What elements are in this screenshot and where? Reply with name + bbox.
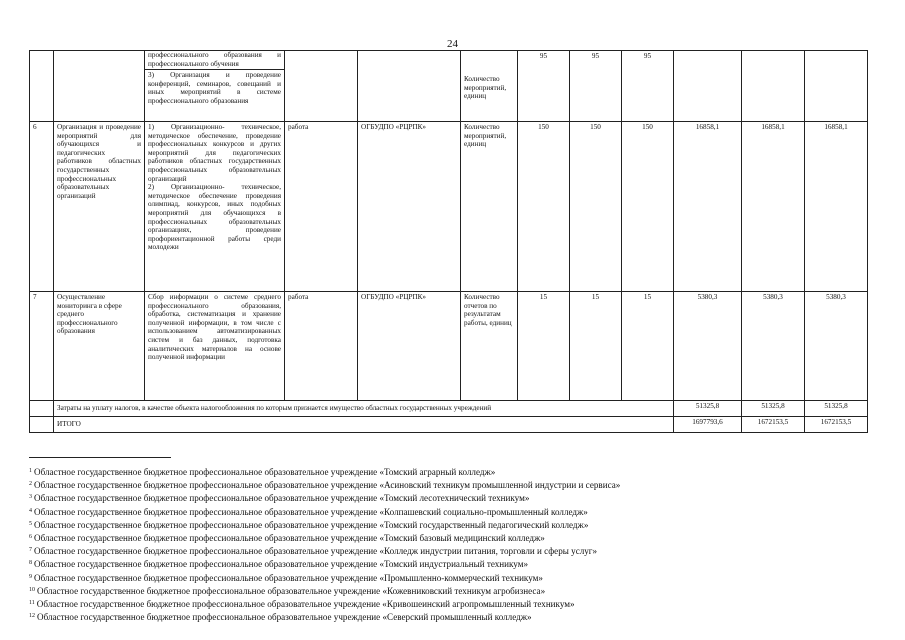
cell-money [742,51,805,122]
cell-value: 15 [518,292,570,401]
cell-money: 51325,8 [805,401,868,417]
cell-money: 5380,3 [674,292,742,401]
footnote-text: Областное государственное бюджетное профессиональное образовательное учреждение «Колледж индустрии питания, торговли и сферы услуг» [34,546,598,557]
footnote [29,491,889,504]
cell-empty [30,401,54,417]
activity-text-top: профессионального образования и профессионального обучения [145,51,284,70]
table-row-tax [30,401,868,417]
cell-content: Сбор информации о системе среднего профессионального образования, обработка, систематизация и хранение полученной информации, в том числе с использованием автоматизированных систем и баз данных, подготовка аналитических материалов на основе полученной информации [145,292,285,401]
cell-org [358,51,461,122]
cell-money: 16858,1 [674,122,742,292]
cell-type [285,51,358,122]
table-row [30,51,868,122]
services-table [29,50,868,433]
footnote-text: Областное государственное бюджетное профессиональное образовательное учреждение «Промышленно-коммерческий техникум» [34,572,543,583]
cell-value: 95 [622,51,674,122]
cell-money: 5380,3 [805,292,868,401]
total-label: ИТОГО [54,417,674,433]
cell-empty [30,417,54,433]
cell-num: 6 [30,122,54,292]
activity-text-3: 3) Организация и проведение конференций, семинаров, совещаний и иных мероприятий в системе профессионального образования [148,71,281,105]
cell-name: Осуществление мониторинга в сфере среднего профессионального образования [54,292,145,401]
cell-value: 15 [622,292,674,401]
cell-value: 150 [570,122,622,292]
footnote [29,505,889,518]
content-item-2: 2) Организационно- техническое, методическое обеспечение проведения олимпиад, конкурсов, иных подобных мероприятий для обучающихся в профессиональных образовательных организациях, проведение профориентационной работы среди молодежи [148,183,281,252]
footnote-divider [29,457,171,458]
footnote [29,584,889,597]
page-number: 24 [447,38,458,50]
table-row-total [30,417,868,433]
cell-indicator: Количество отчетов по результатам работы, единиц [461,292,518,401]
cell-money: 1697793,6 [674,417,742,433]
cell-money: 16858,1 [805,122,868,292]
footnote-number: 9 [29,573,32,580]
footnote [29,478,889,491]
footnote-text: Областное государственное бюджетное профессиональное образовательное учреждение «Северский промышленный колледж» [37,612,532,623]
cell-content [145,51,285,122]
footnote-text: Областное государственное бюджетное профессиональное образовательное учреждение «Томский аграрный колледж» [34,467,496,477]
cell-indicator: Количество мероприятий, единиц [461,122,518,292]
cell-money [805,51,868,122]
table-row [30,292,868,401]
footnote-text: Областное государственное бюджетное профессиональное образовательное учреждение «Томский индустриальный техникум» [34,559,529,570]
cell-value: 95 [570,51,622,122]
cell-content [145,122,285,292]
footnote-text: Областное государственное бюджетное профессиональное образовательное учреждение «Томский лесотехнический техникум» [34,493,530,504]
cell-indicator: Количество мероприятий, единиц [461,51,518,122]
footnote-text: Областное государственное бюджетное профессиональное образовательное учреждение «Асиновский техникум промышленной индустрии и сервиса» [34,480,621,491]
footnote [29,465,889,478]
cell-num [30,51,54,122]
footnote [29,518,889,531]
cell-value: 150 [622,122,674,292]
footnote-number: 5 [29,520,32,527]
cell-org: ОГБУДПО «РЦРПК» [358,122,461,292]
cell-value: 150 [518,122,570,292]
cell-money: 51325,8 [742,401,805,417]
footnote-number: 10 [29,586,35,593]
footnote [29,557,889,570]
cell-money: 16858,1 [742,122,805,292]
content-item-1: 1) Организационно- техническое, методическое обеспечение, проведение профессиональных конкурсов и других мероприятий для педагогических работников областных государственных профессиональных образовательных организаций [148,123,281,183]
footnote-number: 4 [29,507,32,514]
footnote [29,610,889,623]
footnote-text: Областное государственное бюджетное профессиональное образовательное учреждение «Колпашевский социально-промышленный колледж» [34,506,588,517]
footnote-number: 11 [29,600,35,607]
cell-name [54,51,145,122]
cell-money: 51325,8 [674,401,742,417]
footnote-number: 12 [29,613,35,620]
footnotes [29,465,889,623]
footnote-number: 6 [29,534,32,541]
footnote [29,544,889,557]
cell-org: ОГБУДПО «РЦРПК» [358,292,461,401]
table-row [30,122,868,292]
cell-money: 5380,3 [742,292,805,401]
cell-money: 1672153,5 [805,417,868,433]
cell-value: 15 [570,292,622,401]
footnote [29,531,889,544]
cell-name: Организация и проведение мероприятий для обучающихся и педагогических работников областных государственных профессиональных образовательных организаций [54,122,145,292]
cell-type: работа [285,122,358,292]
cell-value: 95 [518,51,570,122]
footnote [29,597,889,610]
footnote-number: 7 [29,547,32,554]
cell-money [674,51,742,122]
footnote-text: Областное государственное бюджетное профессиональное образовательное учреждение «Кривошеинский агропромышленный техникум» [36,599,575,610]
footnote [29,571,889,584]
footnote-number: 2 [29,481,32,488]
cell-num: 7 [30,292,54,401]
tax-label: Затраты на уплату налогов, в качестве объекта налогообложения по которым признается имущество областных государственных учреждений [54,401,674,417]
footnote-text: Областное государственное бюджетное профессиональное образовательное учреждение «Кожевниковский техникум агробизнеса» [37,585,546,596]
footnote-number: 3 [29,494,32,501]
cell-type: работа [285,292,358,401]
footnote-number: 8 [29,560,32,567]
cell-money: 1672153,5 [742,417,805,433]
footnote-number: 1 [29,468,32,474]
footnote-text: Областное государственное бюджетное профессиональное образовательное учреждение «Томский государственный педагогический колледж» [34,519,589,530]
footnote-text: Областное государственное бюджетное профессиональное образовательное учреждение «Томский базовый медицинский колледж» [34,533,545,544]
